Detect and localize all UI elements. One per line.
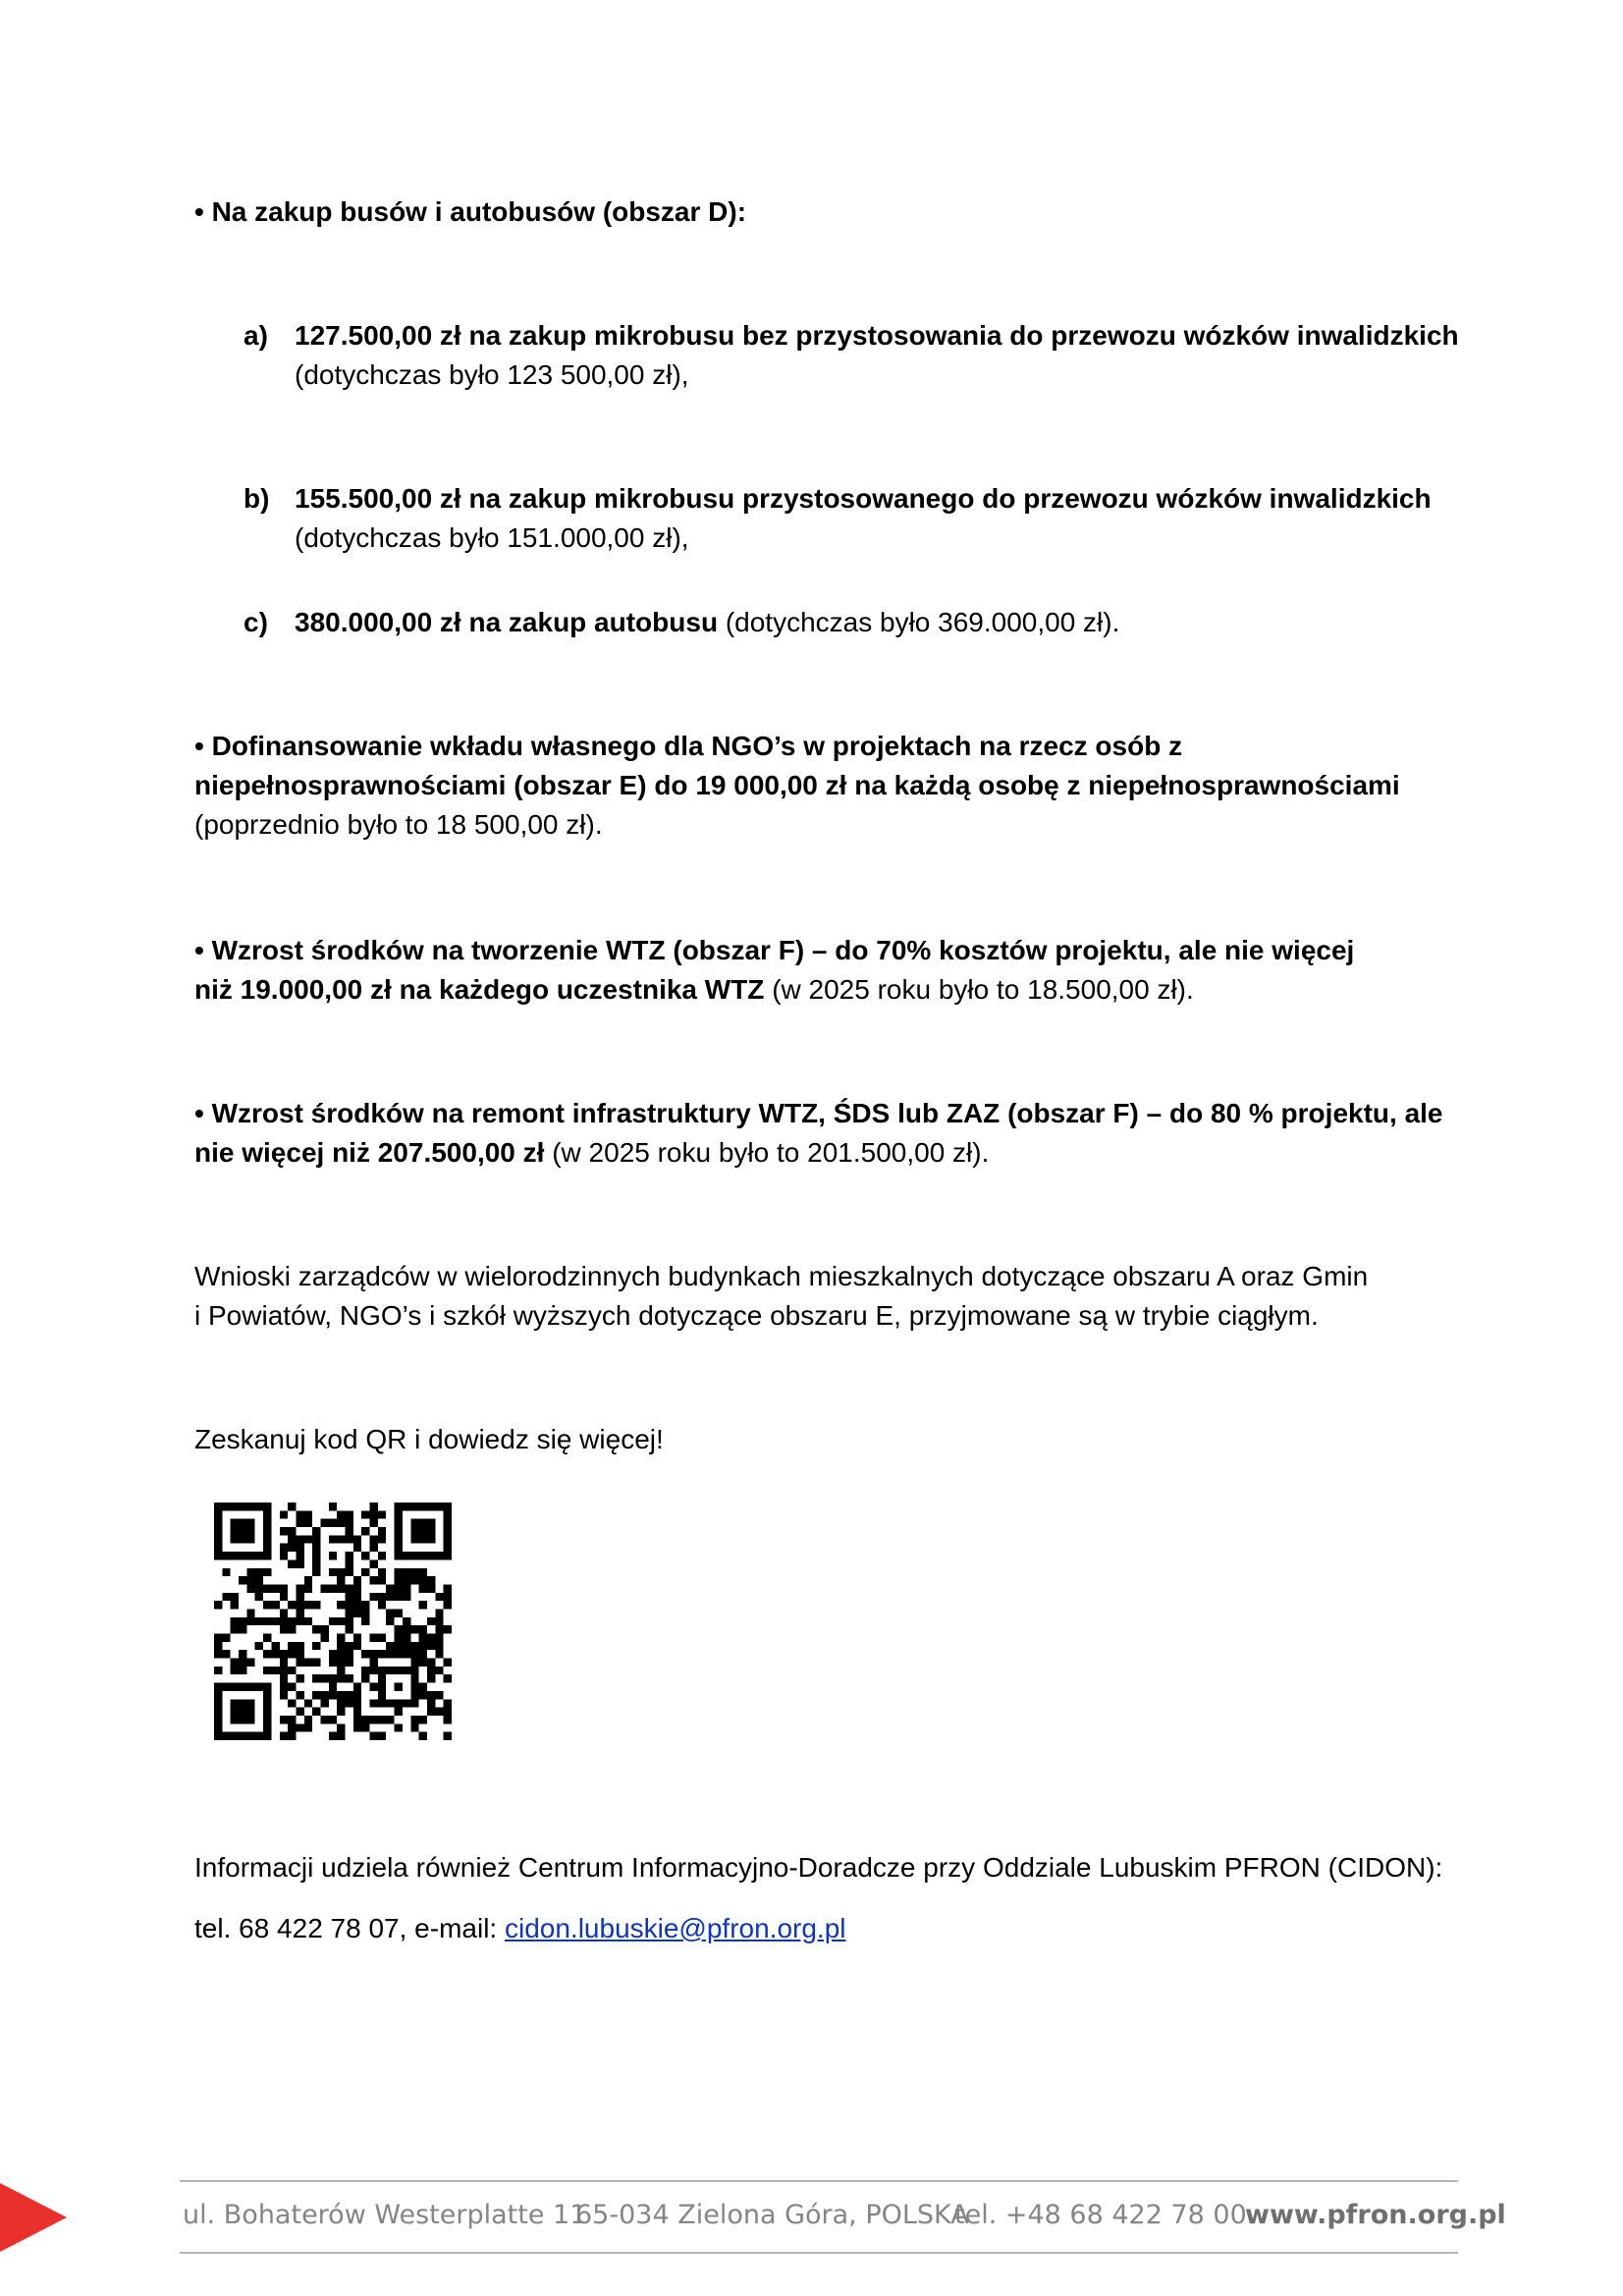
section-d-item-c [243,603,1471,642]
footer-website-link[interactable]: www.pfron.org.pl [1245,2200,1506,2230]
footer-phone: tel. +48 68 422 78 00 [954,2200,1247,2230]
qr-code[interactable] [214,1503,452,1740]
item-a-previous: (dotychczas było 123 500,00 zł), [295,359,689,390]
footer-street: ul. Bohaterów Westerplatte 11 [183,2200,587,2230]
section-e-previous: (poprzednio było to 18 500,00 zł). [194,809,603,840]
footer-divider-bottom [180,2252,1458,2254]
section-f-remont-previous: (w 2025 roku było to 201.500,00 zł). [552,1137,990,1168]
item-b-label: b) [243,483,270,514]
item-b-previous: (dotychczas było 151.000,00 zł), [295,522,689,553]
item-b-amount: 155.500,00 zł na zakup mikrobusu przystosowanego do przewozu wózków inwalidzkich [295,483,1432,514]
section-f-remont-text: • Wzrost środków na remont infrastruktury WTZ, ŚDS lub ZAZ (obszar F) – do 80 % projektu, ale nie więcej niż 207.500,00 zł [194,1098,1443,1168]
pfron-triangle-icon [0,2183,69,2252]
contact-line [194,1909,1471,1948]
item-a-amount: 127.500,00 zł na zakup mikrobusu bez przystosowania do przewozu wózków inwalidzkich [295,320,1459,351]
footer-city: 65-034 Zielona Góra, POLSKA [575,2200,969,2230]
section-e-text: • Dofinansowanie wkładu własnego dla NGO’s w projektach na rzecz osób z niepełnosprawnościami (obszar E) do 19 000,00 zł na każdą osobę z niepełnosprawnościami [194,731,1400,800]
item-c-amount: 380.000,00 zł na zakup autobusu [295,607,719,637]
item-c-label: c) [243,607,268,637]
applications-line-2: i Powiatów, NGO’s i szkół wyższych dotyczące obszaru E, przyjmowane są w trybie ciągłym. [194,1300,1319,1331]
qr-caption: Zeskanuj kod QR i dowiedz się więcej! [194,1424,664,1454]
item-c-previous: (dotychczas było 369.000,00 zł). [725,607,1120,637]
section-f-remont [194,1094,1471,1173]
email-link[interactable]: cidon.lubuskie@pfron.org.pl [504,1913,846,1943]
section-d-item-a [243,316,1471,395]
section-d-heading: • Na zakup busów i autobusów (obszar D): [194,196,747,227]
section-f-wtz-text: • Wzrost środków na tworzenie WTZ (obszar F) – do 70% kosztów projektu, ale nie więcej niż 19.000,00 zł na każdego uczestnika WTZ [194,935,1355,1005]
section-f-wtz [194,931,1382,1010]
section-f-wtz-previous: (w 2025 roku było to 18.500,00 zł). [772,974,1194,1005]
contact-info: Informacji udziela również Centrum Informacyjno-Doradcze przy Oddziale Lubuskim PFRON (CIDON): [194,1852,1443,1883]
section-d-item-b [243,479,1471,558]
contact-phone: tel. 68 422 78 07, e-mail: [194,1913,498,1943]
footer-divider-top [180,2180,1458,2182]
applications-note [194,1257,1471,1336]
applications-line-1: Wnioski zarządców w wielorodzinnych budynkach mieszkalnych dotyczące obszaru A oraz Gmin [194,1261,1369,1291]
section-e [194,727,1422,845]
item-a-label: a) [243,320,268,351]
